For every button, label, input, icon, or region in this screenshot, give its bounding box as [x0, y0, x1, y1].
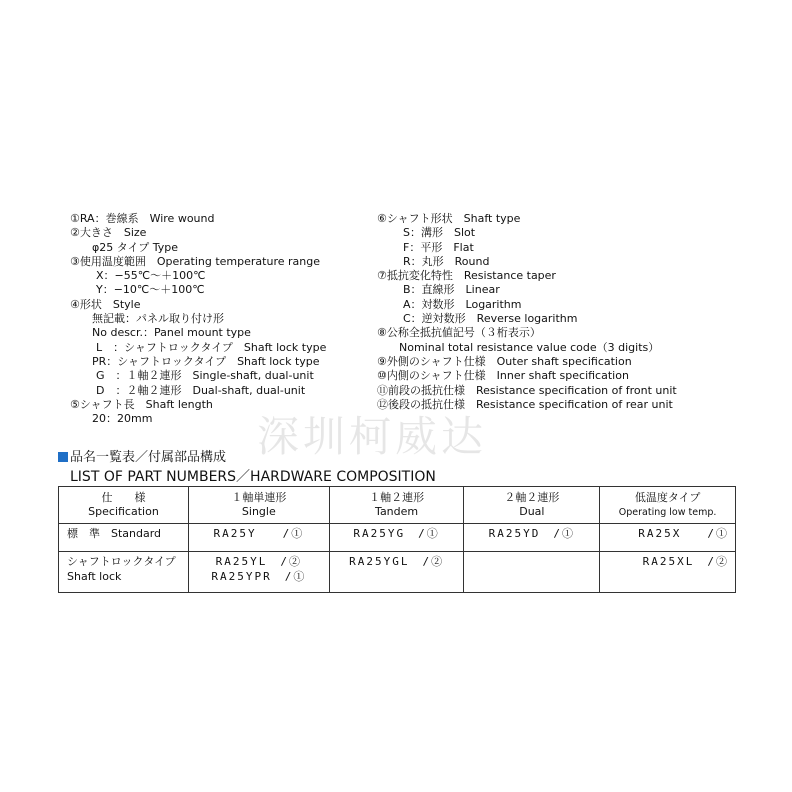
left-legend-item: Y：−10℃〜＋100℃ [96, 283, 205, 297]
table-row [59, 552, 736, 593]
spec-cell [59, 524, 189, 552]
part-number: RA25YGL /② [349, 555, 445, 568]
right-legend-item: ⑨外側のシャフト仕様 Outer shaft specification [377, 354, 632, 368]
right-legend-item: ⑥シャフト形状 Shaft type [377, 212, 521, 225]
right-legend-item: F：平形 Flat [403, 240, 474, 254]
spec-cell [59, 552, 189, 593]
right-legend-item: ⑩内側のシャフト仕様 Inner shaft specification [377, 369, 629, 383]
left-legend-item: 無記載：パネル取り付け形 [92, 312, 224, 326]
header-specification: 仕 様 Specification [59, 487, 189, 524]
spec-text: 標 準 Standard [67, 527, 162, 540]
watermark: 深圳柯威达 [257, 412, 488, 461]
table-row [59, 524, 736, 552]
left-legend-item: ④形状 Style [70, 297, 141, 311]
part-number: RA25YD /① [488, 527, 576, 540]
dual-cell [464, 552, 600, 593]
part-number: RA25XL /② [642, 555, 729, 568]
left-legend-item: ③使用温度範囲 Operating temperature range [70, 254, 320, 268]
spec-text: シャフトロックタイプ [67, 555, 176, 568]
right-legend-item: C：逆対数形 Reverse logarithm [403, 312, 578, 326]
spec-text: Shaft lock [67, 570, 122, 583]
part-number: RA25YL /② [215, 555, 303, 568]
part-number: RA25Y /① [213, 527, 305, 540]
part-number: RA25YG /① [353, 527, 440, 540]
left-legend-item: ⑤シャフト長 Shaft length [70, 397, 213, 411]
header-single: １軸単連形 Single [188, 487, 329, 524]
left-legend-item: ①RA：巻線系 Wire wound [70, 212, 215, 225]
left-legend-item: φ25 タイプ Type [92, 240, 178, 254]
left-legend-item: D ：２軸２連形 Dual-shaft, dual-unit [96, 383, 306, 397]
dual-cell [464, 524, 600, 552]
right-legend-item: A：対数形 Logarithm [403, 297, 522, 311]
right-legend-list [377, 212, 677, 412]
right-legend-item: Nominal total resistance value code（3 digits） [399, 340, 660, 354]
table-header-row [59, 487, 736, 524]
left-legend-item: ②大きさ Size [70, 226, 147, 240]
left-legend-item: X：−55℃〜＋100℃ [96, 269, 206, 283]
left-legend-item: PR：シャフトロックタイプ Shaft lock type [92, 354, 320, 368]
right-legend-item: B：直線形 Linear [403, 283, 500, 297]
single-cell [188, 524, 329, 552]
right-legend-item: R：丸形 Round [403, 254, 490, 268]
section-heading-jp [58, 446, 226, 465]
header-tandem: １軸２連形 Tandem [329, 487, 464, 524]
right-legend-item: ⑪前段の抵抗仕様 Resistance specification of front unit [377, 383, 677, 397]
lowtemp-cell [600, 524, 736, 552]
header-dual: ２軸２連形 Dual [464, 487, 600, 524]
right-legend-item: ⑦抵抗変化特性 Resistance taper [377, 269, 556, 283]
single-cell [188, 552, 329, 593]
section-title-en: LIST OF PART NUMBERS／HARDWARE COMPOSITION [70, 469, 436, 485]
left-legend-item: No descr.：Panel mount type [92, 326, 251, 340]
part-number: RA25X /① [638, 527, 729, 540]
right-legend-item: ⑫後段の抵抗仕様 Resistance specification of rear unit [377, 397, 673, 411]
header-low-temp: 低温度タイプ Operating low temp. [600, 487, 736, 524]
left-legend-item: 20：20mm [92, 412, 153, 426]
tandem-cell [329, 552, 464, 593]
right-legend-item: ⑧公称全抵抗値記号（３桁表示） [377, 326, 541, 340]
left-legend-item: L ：シャフトロックタイプ Shaft lock type [96, 340, 327, 354]
tandem-cell [329, 524, 464, 552]
left-legend-list [70, 212, 370, 426]
lowtemp-cell [600, 552, 736, 593]
part-number-table [58, 486, 736, 593]
left-legend-item: G ：１軸２連形 Single-shaft, dual-unit [96, 369, 314, 383]
part-number: RA25YPR /① [211, 570, 307, 583]
square-bullet-icon [58, 452, 68, 462]
section-title-jp: 品名一覧表／付属部品構成 [70, 450, 227, 465]
right-legend-item: S：溝形 Slot [403, 226, 476, 240]
